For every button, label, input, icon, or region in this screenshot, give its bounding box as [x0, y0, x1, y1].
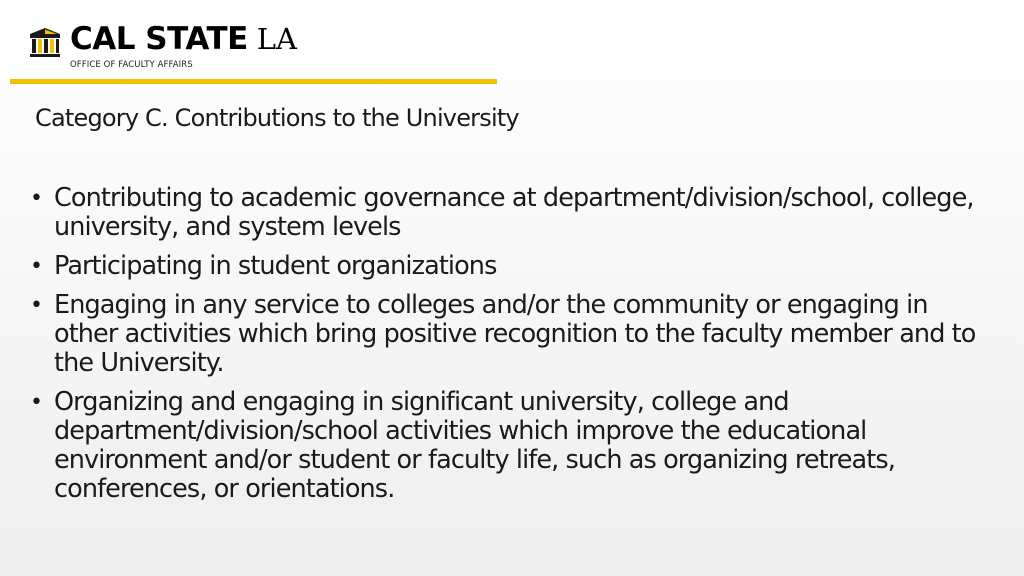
bullet-dot-icon: •: [30, 390, 43, 415]
cal-state-la-logo: [28, 21, 297, 74]
bullet-text: Engaging in any service to colleges and/or the community or engaging in other activities which bring positive recognition to the faculty member and to the University.: [54, 290, 976, 378]
bullet-text: Contributing to academic governance at department/division/school, college, university, and system levels: [54, 183, 974, 242]
bullet-text: Participating in student organizations: [54, 251, 497, 281]
bullet-item: [30, 388, 990, 504]
bullet-item: [30, 291, 990, 378]
bullet-item: [30, 184, 990, 242]
logo-department: OFFICE OF FACULTY AFFAIRS: [70, 60, 193, 70]
bullet-list: [30, 184, 990, 514]
bullet-text: Organizing and engaging in significant university, college and department/division/school activities which improve the educational environment and/or student or faculty life, such as organizing retreats, conferences, or orientations.: [54, 387, 895, 504]
slide-title: Category C. Contributions to the University: [35, 104, 519, 132]
bullet-dot-icon: •: [30, 293, 43, 318]
bullet-dot-icon: •: [30, 186, 43, 211]
bullet-dot-icon: •: [30, 254, 43, 279]
university-crest-icon: [28, 24, 62, 58]
header-accent-rule: [10, 79, 497, 84]
logo-wordmark: CAL STATE: [70, 21, 248, 57]
bullet-item: [30, 252, 990, 281]
logo-wordmark-suffix: LA: [256, 22, 297, 56]
